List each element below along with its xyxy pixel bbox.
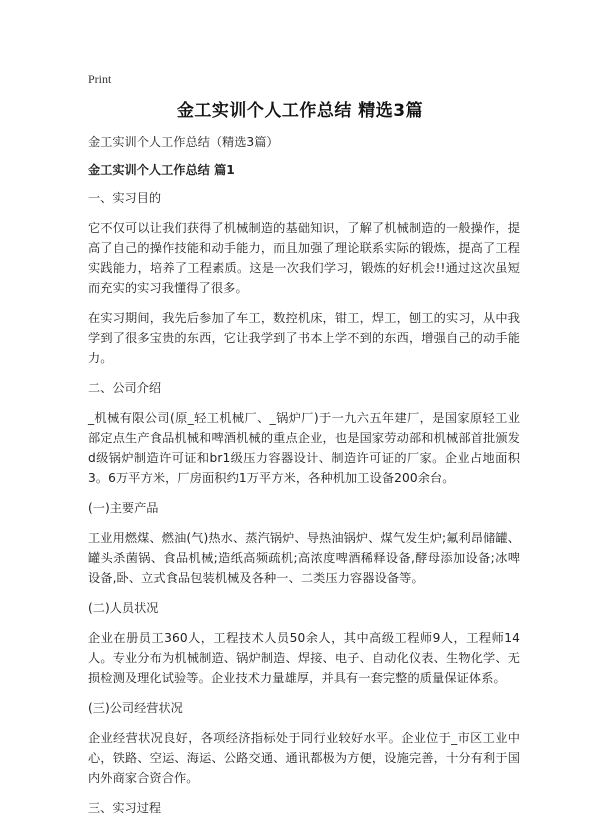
paragraph-internship-period: 在实习期间，我先后参加了车工，数控机床，钳工，焊工，刨工的实习，从中我学到了很多宝贵的东西，它让我学到了书本上学不到的东西，增强自己的动手能力。 bbox=[88, 311, 520, 365]
heading-company-intro: 二、公司介绍 bbox=[88, 381, 162, 395]
heading-business-status: (三)公司经营状况 bbox=[88, 701, 183, 715]
paragraph-business-status: 企业经营状况良好，各项经济指标处于同行业较好水平。企业位于_市区工业中心，铁路、空运、海运、公路交通、通讯都极为方便，设施完善，十分有利于国内外商家合资合作。 bbox=[88, 731, 520, 785]
heading-internship-purpose: 一、实习目的 bbox=[88, 191, 162, 205]
section-title: 金工实训个人工作总结 篇1 bbox=[88, 163, 235, 177]
print-link[interactable]: Print bbox=[88, 72, 112, 86]
paragraph-main-products: 工业用燃煤、燃油(气)热水、蒸汽锅炉、导热油锅炉、煤气发生炉;氟利昂储罐、罐头杀菌锅、食品机械;造纸高频疏机;高浓度啤酒稀释设备,酵母添加设备;冰啤设备,卧、立式食品包装机械及各种一、二类压力容器设备等。 bbox=[88, 531, 520, 585]
paragraph-purpose: 它不仅可以让我们获得了机械制造的基础知识，了解了机械制造的一般操作，提高了自己的操作技能和动手能力，而且加强了理论联系实际的锻炼，提高了工程实践能力，培养了工程素质。这是一次我们学习，锻炼的好机会!!通过这次虽短而充实的实习我懂得了很多。 bbox=[88, 221, 520, 295]
document-body bbox=[88, 132, 520, 828]
heading-main-products: (一)主要产品 bbox=[88, 501, 159, 515]
heading-staff-status: (二)人员状况 bbox=[88, 601, 159, 615]
paragraph-staff-status: 企业在册员工360人，工程技术人员50余人，其中高级工程师9人，工程师14人。专业分布为机械制造、锅炉制造、焊接、电子、自动化仪表、生物化学、无损检测及理化试验等。企业技术力量雄厚，并具有一套完整的质量保证体系。 bbox=[88, 631, 520, 685]
document-subtitle: 金工实训个人工作总结（精选3篇） bbox=[88, 135, 279, 149]
heading-internship-process: 三、实习过程 bbox=[88, 801, 162, 815]
document-title: 金工实训个人工作总结 精选3篇 bbox=[176, 101, 424, 121]
paragraph-company-intro: _机械有限公司(原_轻工机械厂、_锅炉厂)于一九六五年建厂，是国家原轻工业部定点生产食品机械和啤酒机械的重点企业，也是国家劳动部和机械部首批颁发d级锅炉制造许可证和br1级压力容器设计、制造许可证的厂家。企业占地面积3。6万平方米，厂房面积约1万平方米，各种机加工设备200余台。 bbox=[88, 411, 520, 485]
